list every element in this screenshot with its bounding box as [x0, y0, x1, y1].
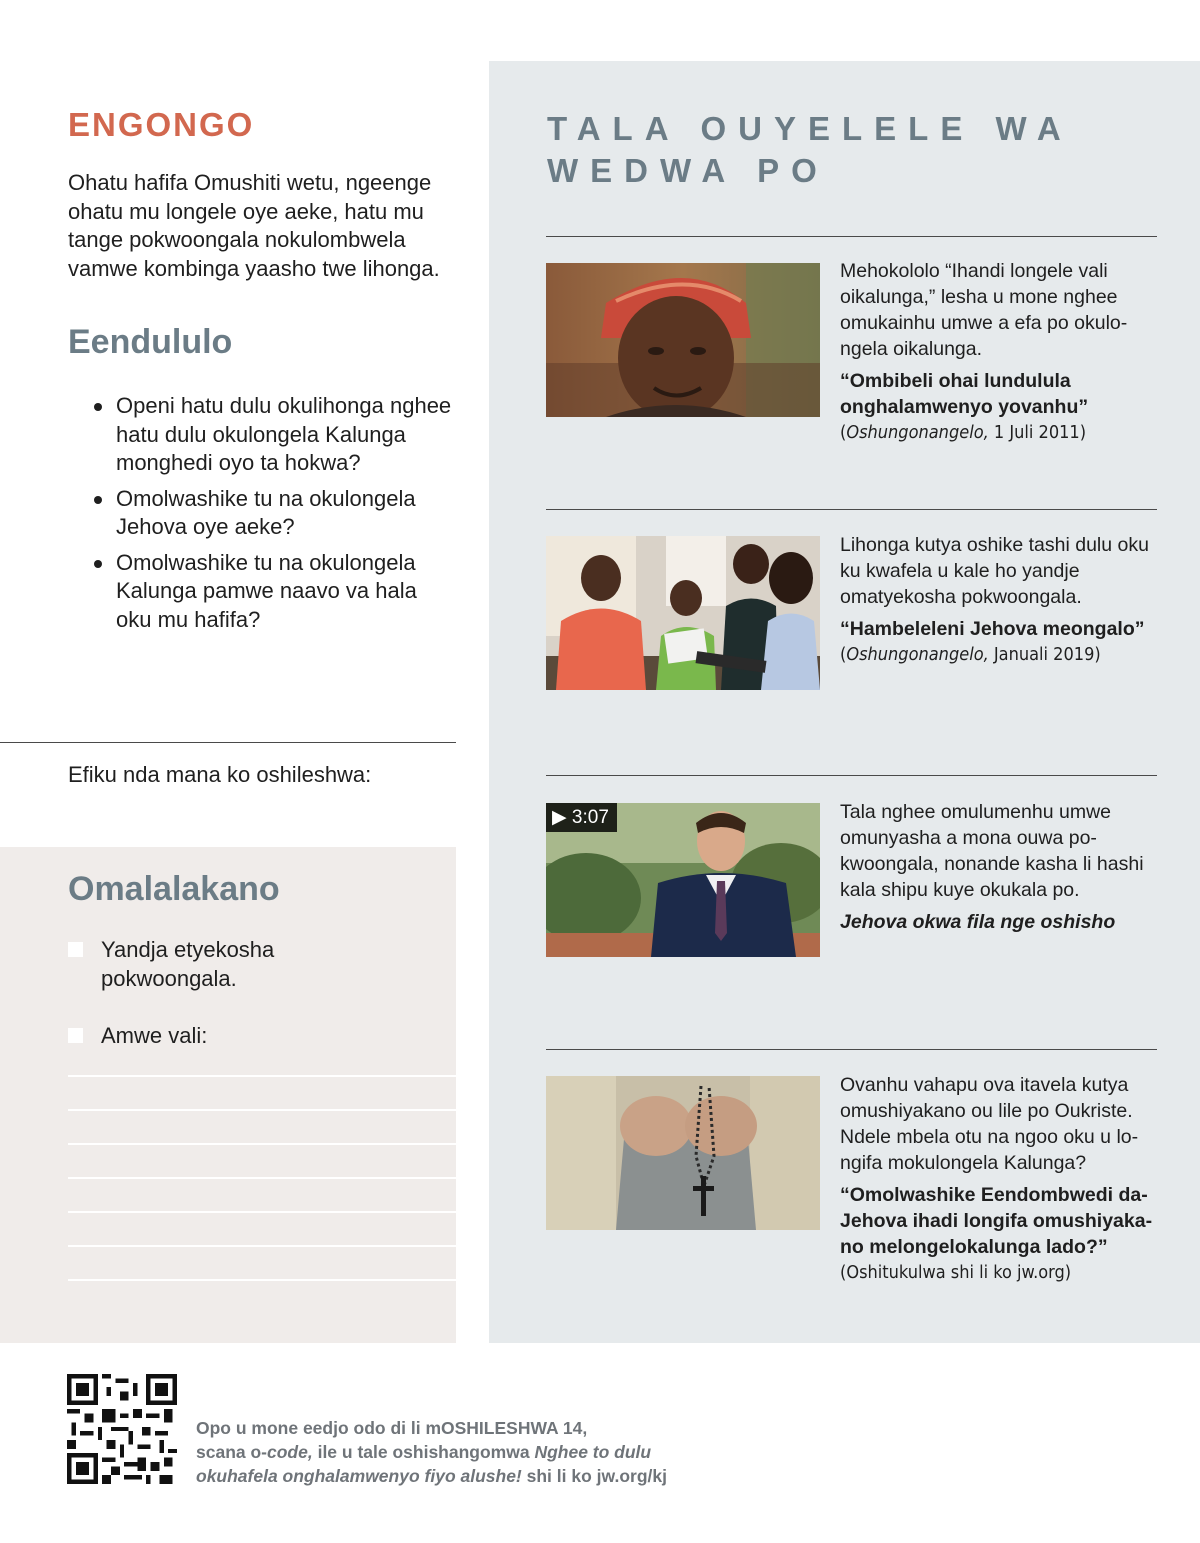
- divider: [546, 236, 1157, 237]
- write-line[interactable]: [68, 1177, 456, 1179]
- review-question-list: [92, 392, 452, 641]
- summary-heading: ENGONGO: [68, 106, 255, 143]
- footer-note: Opo u mone eedjo odo di li mOSHILESHWA 14, scana o-code, ile u tale oshishangomwa Nghee to dulu okuhafela onghalamwenyo fiyo alushe! shi li ko jw.org/kj: [196, 1418, 667, 1486]
- divider: [546, 509, 1157, 510]
- resource-description: Tala nghee omulumenhu umwe omunyasha a mona ouwa po-kwoongala, nonande kasha li hashi kala shipu kuye okukala po.: [840, 801, 1144, 901]
- task-heading: Omalalakano: [68, 870, 280, 908]
- resource-title-link[interactable]: “Hambeleleni Jehova meongalo”: [840, 618, 1145, 640]
- write-line[interactable]: [68, 1109, 456, 1111]
- task-panel: [0, 847, 456, 1343]
- review-question: Omolwashike tu na okulongela Jehova oye aeke?: [92, 485, 452, 542]
- divider: [546, 775, 1157, 776]
- resource-item: [840, 532, 1160, 668]
- task-item-label: Yandja etyekosha pokwoongala.: [101, 937, 275, 991]
- review-question: Openi hatu dulu okulihonga nghee hatu dulu okulongela Kalunga monghedi oyo ta hokwa?: [92, 392, 452, 478]
- resource-source: (Oshungonangelo, 1 Juli 2011): [840, 422, 1087, 443]
- task-checkbox[interactable]: [68, 1028, 83, 1043]
- explore-heading: TALA OUYELELE WA WEDWA PO: [547, 110, 1072, 189]
- resource-item: [840, 258, 1160, 446]
- divider: [0, 742, 456, 743]
- summary-text: Ohatu hafifa Omushiti wetu, ngeenge ohatu mu longele oye aeke, hatu mu tange pokwoongala nokulombwela vamwe kombinga yaasho twe lihonga.: [68, 170, 440, 281]
- write-line[interactable]: [68, 1279, 456, 1281]
- write-line[interactable]: [68, 1245, 456, 1247]
- resource-item: [840, 1072, 1160, 1286]
- review-heading: Eendululo: [68, 323, 233, 361]
- write-line[interactable]: [68, 1143, 456, 1145]
- resource-title-link[interactable]: “Ombibeli ohai lundulula onghalamwenyo yovanhu”: [840, 370, 1089, 418]
- resource-description: Mehokololo “Ihandi longele vali oikalunga,” lesha u mone nghee omukainhu umwe a efa po okulo-ngela oikalunga.: [840, 260, 1128, 360]
- resource-description: Ovanhu vahapu ova itavela kutya omushiyakano ou lile po Oukriste. Ndele mbela otu na ngoo oku u lo-ngifa mokulongela Kalunga?: [840, 1074, 1139, 1174]
- jw-org-link[interactable]: shi li ko jw.org/kj: [521, 1466, 667, 1486]
- resource-description: Lihonga kutya oshike tashi dulu oku ku kwafela u kale ho yandje omatyekosha pokwoongala.: [840, 534, 1149, 608]
- qr-code-icon[interactable]: [67, 1374, 177, 1484]
- review-question: Omolwashike tu na okulongela Kalunga pamwe naavo va hala oku mu hafifa?: [92, 549, 452, 635]
- resource-item: [840, 799, 1160, 935]
- rosary-hands-photo[interactable]: [546, 1076, 820, 1230]
- resource-source: (Oshungonangelo, Januali 2019): [840, 644, 1101, 665]
- task-checkbox[interactable]: [68, 942, 83, 957]
- resource-title-link[interactable]: “Omolwashike Eendombwedi da-Jehova ihadi longifa omushiyaka-no melongelokalunga lado?”: [840, 1184, 1153, 1258]
- young-man-video-thumbnail[interactable]: [546, 803, 820, 957]
- family-study-photo[interactable]: [546, 536, 820, 690]
- write-line[interactable]: [68, 1211, 456, 1213]
- write-line[interactable]: [68, 1075, 456, 1077]
- play-icon: ▶: [552, 807, 567, 828]
- video-duration-badge[interactable]: ▶ 3:07: [546, 803, 617, 832]
- date-finished-label: Efiku nda mana ko oshileshwa:: [68, 762, 372, 787]
- divider: [546, 1049, 1157, 1050]
- video-title-link[interactable]: Jehova okwa fila nge oshisho: [840, 911, 1116, 933]
- task-item[interactable]: [68, 936, 401, 993]
- resource-source: (Oshitukulwa shi li ko jw.org): [840, 1262, 1072, 1283]
- woman-portrait-photo[interactable]: [546, 263, 820, 417]
- task-item[interactable]: [68, 1022, 401, 1051]
- task-item-label: Amwe vali:: [101, 1023, 208, 1048]
